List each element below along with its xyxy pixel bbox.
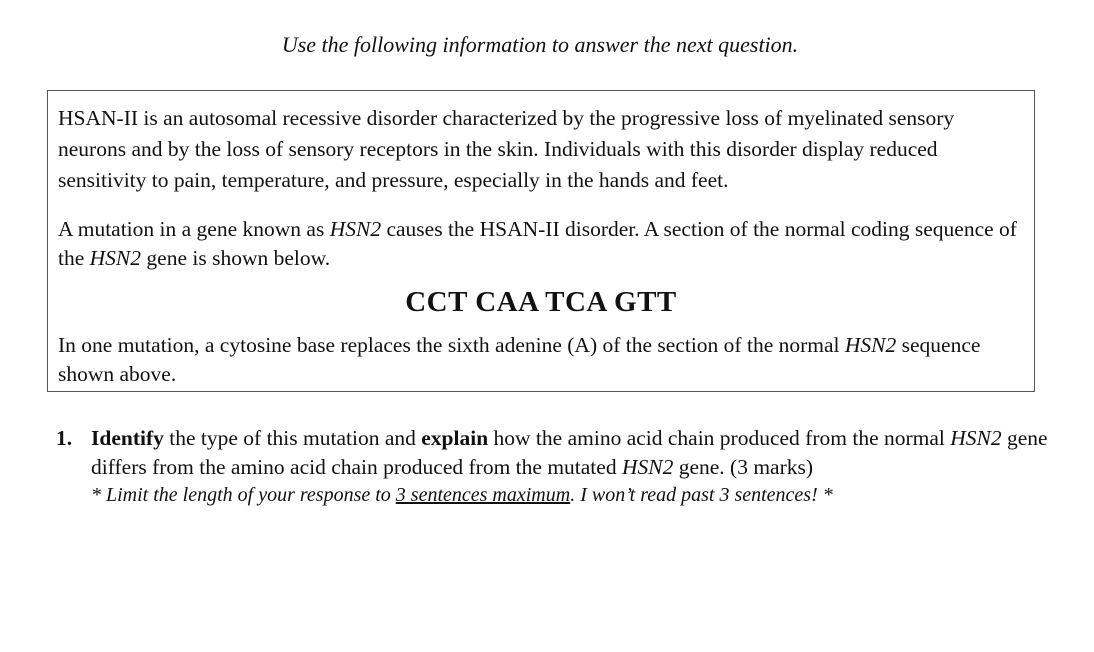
gene-name: HSN2 — [329, 217, 382, 241]
question-body — [91, 424, 1061, 509]
text-span: . I won’t read past 3 sentences! * — [570, 484, 833, 506]
gene-name: HSN2 — [950, 426, 1002, 450]
gene-name: HSN2 — [621, 455, 674, 479]
text-span: the type of this mutation and — [163, 426, 422, 450]
question-number: 1. — [56, 426, 73, 450]
information-box — [47, 90, 1035, 392]
response-limit-note — [91, 482, 1061, 509]
text-span: how the amino acid chain produced from the normal — [488, 426, 951, 450]
underlined-limit: 3 sentences maximum — [395, 484, 571, 506]
text-span: sequence shown above. — [58, 333, 981, 386]
dna-sequence: CCT CAA TCA GTT — [405, 286, 677, 318]
gene-name: HSN2 — [89, 246, 142, 270]
text-span: * Limit the length of your response to — [91, 484, 396, 506]
disorder-description: HSAN-II is an autosomal recessive disorder characterized by the progressive loss of myelinated sensory neurons and by the loss of sensory receptors in the skin. Individuals with this disorder display reduced sensitivity to pain, temperature, and pressure, especially in the hands and feet. — [58, 106, 955, 192]
text-span: gene differs from the amino acid chain produced from the mutated — [91, 426, 1048, 479]
text-span: causes the HSAN-II disorder. A section of the normal coding sequence of the — [58, 217, 1017, 270]
keyword-explain: explain — [421, 426, 489, 450]
gene-name: HSN2 — [844, 333, 897, 357]
text-span: A mutation in a gene known as — [58, 217, 330, 241]
text-span: gene is shown below. — [141, 246, 331, 270]
mutation-description — [58, 215, 1018, 273]
intro-instruction: Use the following information to answer the next question. — [281, 32, 799, 57]
text-span: gene. (3 marks) — [673, 455, 814, 479]
mutation-detail — [58, 331, 1018, 389]
text-span: In one mutation, a cytosine base replaces the sixth adenine (A) of the section of the normal — [58, 333, 845, 357]
keyword-identify: Identify — [91, 426, 164, 450]
